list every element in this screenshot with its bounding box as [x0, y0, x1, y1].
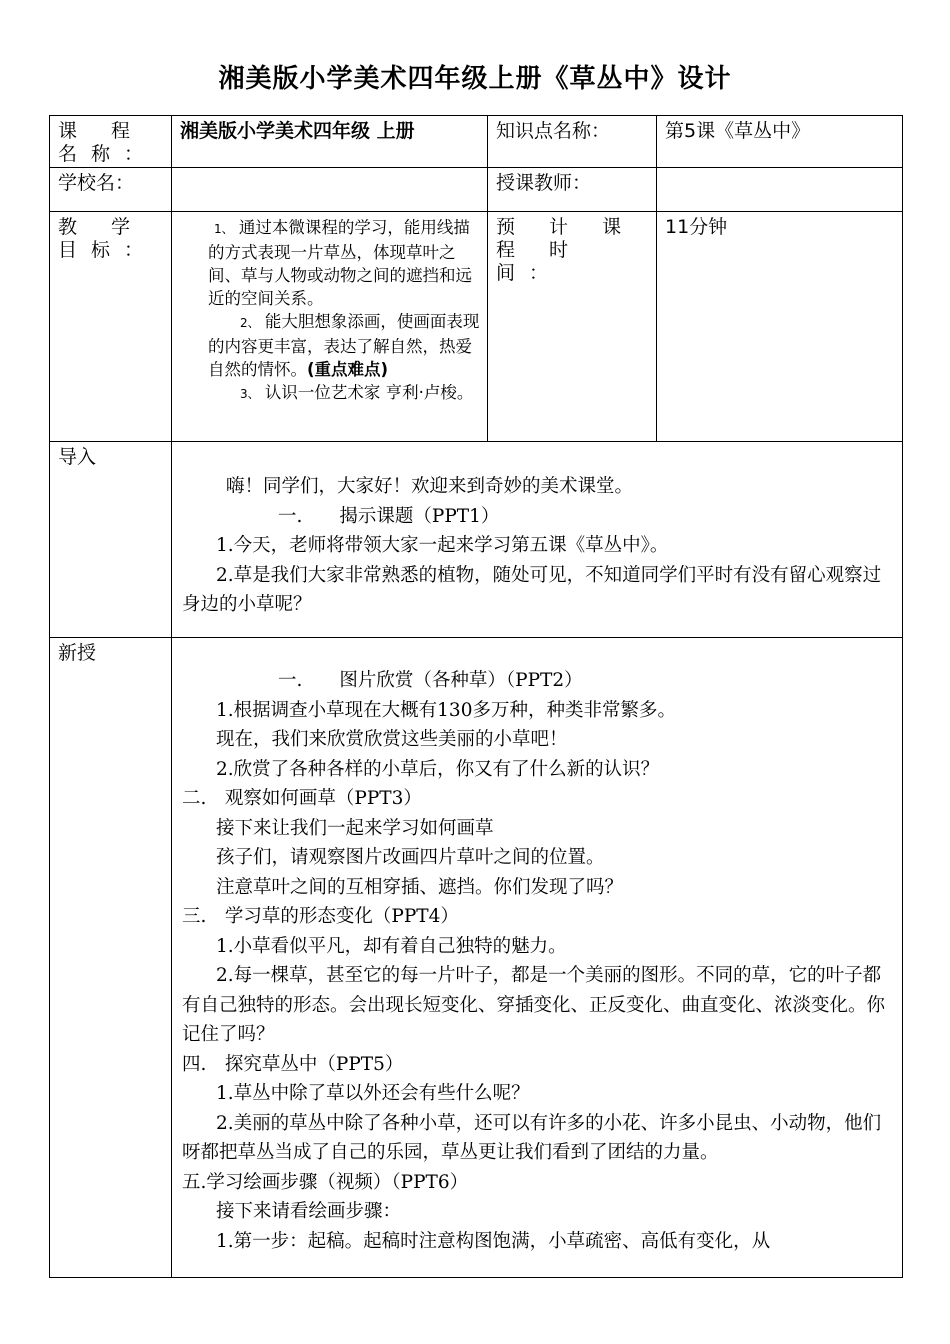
section-heading-4: 四. 探究草丛中（PPT5）	[182, 1053, 404, 1075]
paragraph: 接下来让我们一起来学习如何画草	[216, 817, 494, 839]
course-name-value: 湘美版小学美术四年级 上册	[180, 120, 415, 142]
paragraph: 接下来请看绘画步骤：	[216, 1201, 402, 1222]
paragraph: 2.每一棵草，甚至它的每一片叶子，都是一个美丽的图形。不同的草，它的叶子都有自己独特的形态。会出现长短变化、穿插变化、正反变化、曲直变化、浓淡变化。你记住了吗？	[182, 965, 886, 1045]
school-row	[50, 168, 903, 212]
lesson-plan-table	[49, 115, 903, 1278]
goal-3: 3、 认识一位艺术家 亨利·卢梭。	[240, 383, 474, 402]
intro-row	[50, 442, 903, 638]
goal-1: 1、 通过本微课程的学习，能用线描的方式表现一片草丛，体现草叶之间、草与人物或动物之间的遮挡和远近的空间关系。	[208, 218, 472, 308]
teacher-value	[657, 168, 902, 172]
school-label: 学校名：	[58, 172, 135, 194]
intro-content	[172, 442, 902, 637]
course-name-label: 课 程 名称：	[58, 120, 158, 165]
new-lesson-row	[50, 638, 903, 1278]
intro-paragraph-1: 1.今天，老师将带领大家一起来学习第五课《草丛中》。	[216, 535, 669, 556]
duration-value: 11分钟	[665, 216, 728, 238]
paragraph: 注意草叶之间的互相穿插、遮挡。你们发现了吗？	[216, 876, 624, 898]
paragraph: 孩子们，请观察图片改画四片草叶之间的位置。	[216, 847, 605, 868]
teaching-goals	[172, 212, 487, 441]
intro-label: 导入	[58, 446, 97, 468]
paragraph: 2.欣赏了各种各样的小草后，你又有了什么新的认识？	[216, 758, 660, 780]
intro-greeting: 嗨！同学们，大家好！欢迎来到奇妙的美术课堂。	[226, 476, 634, 497]
paragraph: 2.美丽的草丛中除了各种小草，还可以有许多的小花、许多小昆虫、小动物，他们呀都把草丛当成了自己的乐园，草丛更让我们看到了团结的力量。	[182, 1112, 882, 1163]
paragraph: 1.小草看似平凡，却有着自己独特的魅力。	[216, 935, 567, 957]
intro-heading: 一. 揭示课题（PPT1）	[278, 505, 500, 527]
new-lesson-label: 新授	[58, 642, 97, 664]
paragraph: 1.第一步：起稿。起稿时注意构图饱满，小草疏密、高低有变化，从	[216, 1230, 771, 1252]
teacher-label: 授课教师：	[496, 172, 592, 194]
intro-paragraph-2: 2.草是我们大家非常熟悉的植物，随处可见，不知道同学们平时有没有留心观察过身边的小草呢？	[182, 564, 882, 615]
knowledge-point-value: 第5课《草丛中》	[665, 120, 811, 142]
duration-label: 预 计 课 程 时间：	[496, 216, 636, 284]
course-name-row	[50, 116, 903, 168]
paragraph: 1.根据调查小草现在大概有130多万种，种类非常繁多。	[216, 699, 676, 721]
goal-2: 2、 能大胆想象添画，使画面表现的内容更丰富，表达了解自然，热爱自然的情怀。(重点难点)	[208, 312, 480, 379]
section-heading-5: 五.学习绘画步骤（视频）（PPT6）	[182, 1171, 469, 1193]
school-value	[172, 168, 487, 172]
section-heading-3: 三. 学习草的形态变化（PPT4）	[182, 906, 459, 927]
page-title: 湘美版小学美术四年级上册《草丛中》设计	[218, 64, 732, 94]
knowledge-point-label: 知识点名称：	[496, 120, 611, 142]
paragraph: 现在，我们来欣赏欣赏这些美丽的小草吧！	[216, 729, 568, 750]
goals-label: 教 学 目标：	[58, 216, 158, 261]
new-lesson-content	[172, 638, 902, 1271]
goals-row	[50, 212, 903, 442]
section-heading-2: 二. 观察如何画草（PPT3）	[182, 788, 422, 809]
section-heading-1: 一. 图片欣赏（各种草）（PPT2）	[278, 670, 583, 691]
paragraph: 1.草丛中除了草以外还会有些什么呢？	[216, 1083, 530, 1104]
